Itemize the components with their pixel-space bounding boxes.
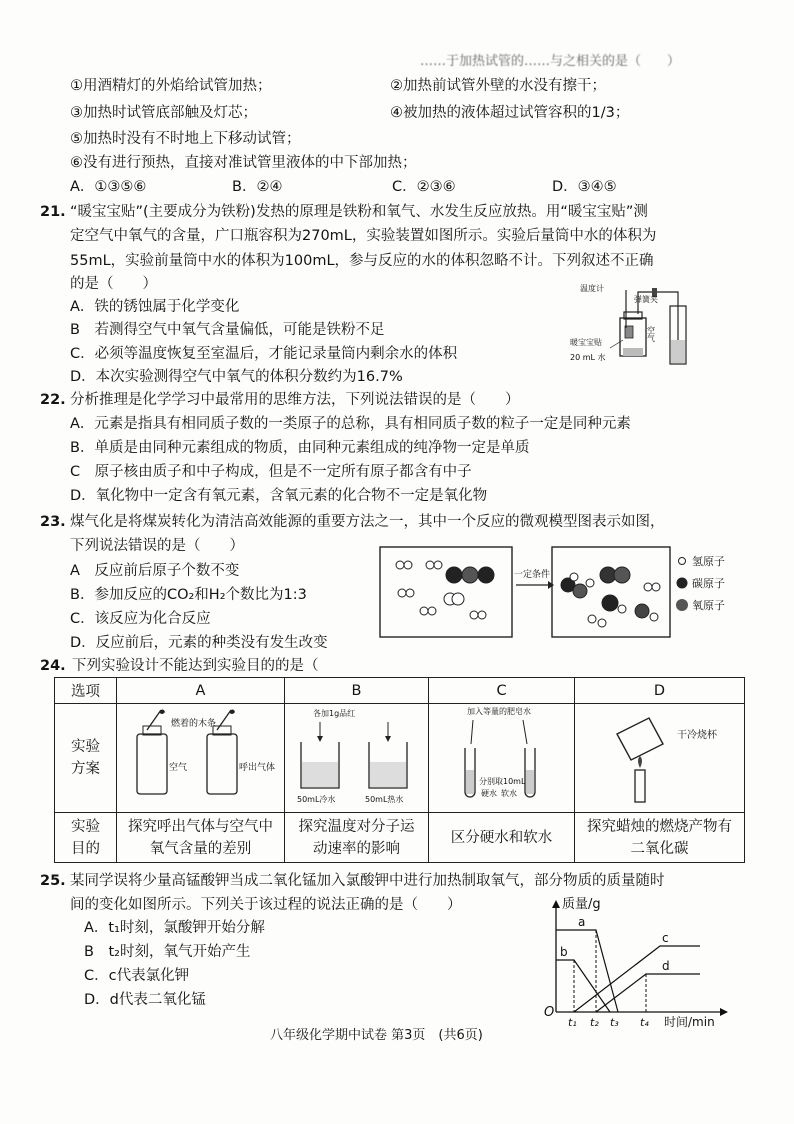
q21-number: 21. [40,204,66,220]
q21-fig-warmer-label: 暖宝宝贴 [570,338,602,347]
q24-purpose-d: 探究蜡烛的燃烧产物有二氧化碳 [575,813,745,863]
q24-header-d: D [575,678,745,704]
q24-purpose-c: 区分硬水和软水 [429,813,575,863]
q21-fig-air-label: 空气 [646,326,656,342]
q21-stem-line3: 55mL，实验前量筒中水的体积为100mL，参与反应的水的体积忽略不计。下列叙述不正确 [70,253,654,269]
q23-choice-b: B．参加反应的CO₂和H₂个数比为1:3 [70,587,307,603]
q23-choice-c: C．该反应为化合反应 [70,611,211,627]
q24-figc-bottom: 分别取10mL [478,777,525,786]
q21-fig-water-label: 20 mL 水 [570,353,606,362]
q24-figure-d [575,704,745,813]
q20-option-1: ①用酒精灯的外焰给试管加热； [70,78,272,94]
q21-stem-line4: 的是（ ） [70,276,157,292]
q25-curve-a-label: a [578,915,586,929]
q25-tick-t3: t₃ [610,1016,619,1029]
q20-option-2: ②加热前试管外壁的水没有擦干； [390,78,606,94]
q21-fig-thermometer-label: 温度计 [580,284,604,293]
q22-choice-b: B．单质是由同种元素组成的物质，由同种元素组成的纯净物一定是单质 [70,440,530,456]
q23-stem-line2: 下列说法错误的是（ ） [70,538,244,554]
q25-curve-d [596,974,700,1012]
q25-graph-xlabel: 时间/min [664,1015,715,1029]
q21-stem-line2: 定空气中氧气的含量，广口瓶容积为270mL，实验装置如图所示。实验后量筒中水的体积为 [70,228,657,244]
q24-number: 24. [40,658,66,674]
q22-choice-c: C 原子核由质子和中子构成，但是不一定所有原子都含有中子 [70,464,472,480]
q22-stem: 分析推理是化学学习中最常用的思维方法，下列说法错误的是（ ） [70,392,520,408]
q24-figb-cold: 50mL冷水 [296,795,335,804]
q24-figb-hot: 50mL热水 [364,795,403,804]
q24-figure-b [285,704,429,813]
q24-stem: 下列实验设计不能达到实验目的的是（ [72,658,319,674]
q24-row-label-purpose: 实验目的 [55,813,117,863]
q23-stem-line1: 煤气化是将煤炭转化为清洁高效能源的重要方法之一，其中一个反应的微观模型图表示如图， [70,514,665,530]
q23-choice-d: D．反应前后，元素的种类没有发生改变 [70,635,328,651]
q24-experiment-table [54,677,745,863]
q22-choice-d: D．氧化物中一定含有氧元素，含氧元素的化合物不一定是氧化物 [70,488,488,504]
q24-figure-c [429,704,575,813]
q24-figc-hard: 硬水 [480,789,497,798]
q23-choice-a: A 反应前后原子个数不变 [70,563,240,579]
q25-choice-a: A．t₁时刻，氯酸钾开始分解 [84,920,265,936]
q24-figd-cup: 干冷烧杯 [676,730,717,741]
q25-choice-d: D．d代表二氧化锰 [84,992,206,1008]
page-header-partial: ……于加热试管的……与之相关的是（ ） [420,54,681,69]
q24-figa-breath: 呼出气体 [238,763,275,773]
q20-choice-d: D．③④⑤ [552,179,617,195]
q25-curve-a [556,930,618,1012]
q25-choice-b: B t₂时刻，氧气开始产生 [84,944,251,960]
q21-stem-line1: “暖宝宝贴”(主要成分为铁粉)发热的原理是铁粉和氧气、水发生反应放热。用“暖宝宝贴”测 [70,204,648,220]
q24-header-b: B [285,678,429,704]
q24-purpose-a: 探究呼出气体与空气中氧气含量的差别 [117,813,285,863]
q21-choice-b: B 若测得空气中氧气含量偏低，可能是铁粉不足 [70,322,385,338]
q24-purpose-b: 探究温度对分子运动速率的影响 [285,813,429,863]
q25-mass-time-graph [540,894,740,1030]
q25-curve-b [556,960,610,1012]
q21-fig-clamp-label: 弹簧夹 [634,295,658,304]
q24-header-c: C [429,678,575,704]
q21-choice-d: D．本次实验测得空气中氧气的体积分数约为16.7% [70,369,403,385]
q25-curve-b-label: b [560,945,568,959]
q24-table-header-row [55,678,745,704]
q25-tick-t2: t₂ [590,1016,599,1029]
q25-curve-c [574,946,700,1012]
q25-graph-ylabel: 质量/g [562,897,601,912]
q23-condition-label: 一定条件 [514,570,551,580]
q25-stem-line1: 某同学误将少量高锰酸钾当成二氧化锰加入氯酸钾中进行加热制取氧气，部分物质的质量随时 [70,873,665,889]
q22-choice-a: A．元素是指具有相同质子数的一类原子的总称，具有相同质子数的粒子一定是同种元素 [70,416,631,432]
q24-figb-top: 各加1g品红 [312,709,355,718]
q24-header-option: 选项 [55,678,117,704]
q24-figc-top: 加入等量的肥皂水 [466,707,531,716]
q21-choice-a: A．铁的锈蚀属于化学变化 [70,299,240,315]
q20-choice-c: C．②③⑥ [392,179,456,195]
q25-stem-line2: 间的变化如图所示。下列关于该过程的说法正确的是（ ） [70,897,462,913]
q25-choice-c: C．c代表氯化钾 [84,968,190,984]
q24-table-purpose-row [55,813,745,863]
q20-option-3: ③加热时试管底部触及灯芯； [70,105,257,121]
q25-curve-c-label: c [662,931,669,945]
q24-figa-stick: 燃着的木条 [170,719,216,729]
q25-tick-t1: t₁ [568,1016,577,1029]
page-footer: 八年级化学期中试卷 第3页 (共6页) [270,1028,483,1043]
q20-choice-a: A．①③⑤⑥ [70,179,147,195]
q25-curve-d-label: d [662,959,670,973]
q20-option-4: ④被加热的液体超过试管容积的1/3； [390,105,630,121]
q25-graph-origin: O [544,1005,555,1020]
q24-header-a: A [117,678,285,704]
q20-option-5: ⑤加热时没有不时地上下移动试管； [70,131,301,147]
q23-legend-oxygen: 氧原子 [692,599,725,612]
q21-apparatus-figure [568,278,698,370]
q24-figa-air: 空气 [168,763,187,773]
q24-table-plan-row [55,704,745,813]
q24-row-label-plan: 实验方案 [55,704,117,813]
q23-number: 23. [40,514,66,530]
q24-figure-a [117,704,285,813]
q25-tick-t4: t₄ [640,1016,649,1029]
q25-number: 25. [40,873,66,889]
q23-legend-hydrogen: 氢原子 [692,555,725,568]
q23-molecular-model-figure [378,545,760,641]
q24-figc-soft: 软水 [500,789,517,798]
q22-number: 22. [40,392,66,408]
q20-option-6: ⑥没有进行预热，直接对准试管里液体的中下部加热； [70,155,417,171]
q20-choice-b: B．②④ [232,179,283,195]
q21-choice-c: C．必须等温度恢复至室温后，才能记录量筒内剩余水的体积 [70,346,458,362]
q23-legend-carbon: 碳原子 [692,577,725,590]
